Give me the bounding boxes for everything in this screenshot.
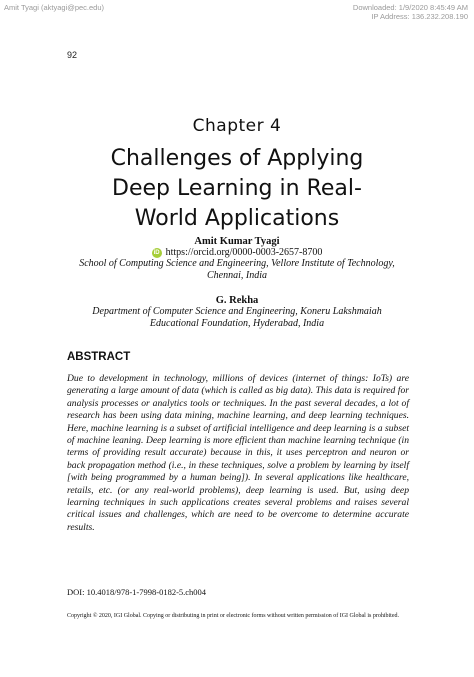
orcid-line xyxy=(0,247,474,258)
chapter-title-line: World Applications xyxy=(134,206,340,231)
download-info xyxy=(353,3,468,21)
download-timestamp: Downloaded: 1/9/2020 8:45:49 AM xyxy=(352,3,468,12)
orcid-icon: iD xyxy=(153,249,160,256)
chapter-title-line: Deep Learning in Real- xyxy=(112,176,362,201)
chapter-label: Chapter 4 xyxy=(192,116,282,136)
author-affiliation: Department of Computer Science and Engineering, Koneru Lakshmaiah xyxy=(92,306,382,317)
chapter-title-line: Challenges of Applying xyxy=(110,146,364,171)
author-affiliation: School of Computing Science and Engineering, Vellore Institute of Technology, xyxy=(79,258,395,269)
author-name: G. Rekha xyxy=(215,295,259,306)
orcid-link[interactable]: https://orcid.org/0000-0003-2657-8700 xyxy=(165,247,323,258)
chapter-title xyxy=(60,144,414,234)
page-number: 92 xyxy=(67,50,78,60)
author-name: Amit Kumar Tyagi xyxy=(194,236,280,247)
doi: DOI: 10.4018/978-1-7998-0182-5.ch004 xyxy=(67,587,207,597)
author-block xyxy=(0,236,474,282)
author-block xyxy=(0,295,474,330)
copyright-notice: Copyright © 2020, IGI Global. Copying or distributing in print or electronic forms without written permission of IGI Global is prohibited. xyxy=(67,613,400,619)
abstract-text: Due to development in technology, millions of devices (internet of things: IoTs) are generating a large amount of data (which is called as big data). This data is required for analysis processes or analytics tools or techniques. In the past several decades, a lot of research has been using data mining, machine learning, and deep learning techniques. Here, machine learning is a subset of artificial intelligence and deep learning is a subset of machine leaning. Deep learning is more efficient than machine learning technique (in terms of providing result accurate) because in this, it uses perceptron and neuron or back propagation method (i.e., in these techniques, solve a problem by learning by itself [with being programmed by a human being]). In several applications like healthcare, retails, etc. (or any real-world problems), deep learning is used. But, using deep learning techniques in such applications creates several problems and raises several critical issues and challenges, which are need to be overcome to determine accurate results. xyxy=(67,373,409,533)
download-user-info: Amit Tyagi (aktyagi@pec.edu) xyxy=(4,3,105,12)
abstract-heading: ABSTRACT xyxy=(67,351,131,363)
author-affiliation: Educational Foundation, Hyderabad, India xyxy=(149,318,325,329)
ip-address: IP Address: 136.232.208.190 xyxy=(371,12,468,21)
author-affiliation: Chennai, India xyxy=(207,270,267,281)
